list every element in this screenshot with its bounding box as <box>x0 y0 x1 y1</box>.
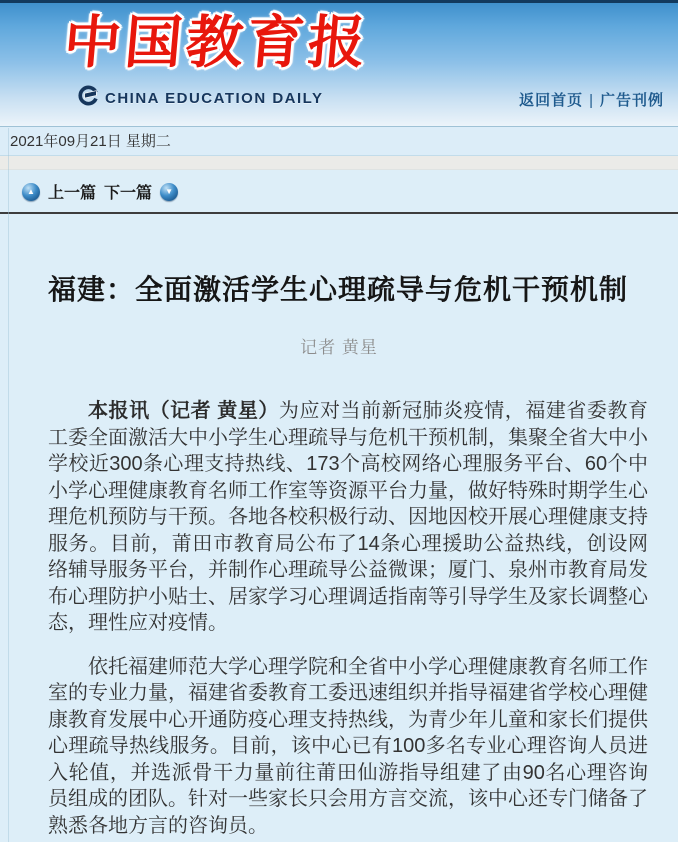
ad-rates-link[interactable]: 广告刊例 <box>599 92 664 109</box>
paragraph-text: 依托福建师范大学心理学院和全省中小学心理健康教育名师工作室的专业力量，福建省委教育工委迅速组织并指导福建省学校心理健康教育发展中心开通防疫心理支持热线，为青少年儿童和家长们提供心理疏导热线服务。目前，该中心已有100多名专业心理咨询人员进入轮值，并选派骨干力量前往莆田仙游指导组建了由90名心理咨询员组成的团队。针对一些家长只会用方言交流，该中心还专门储备了熟悉各地方言的咨询员。 <box>48 655 648 837</box>
header-links <box>519 89 664 110</box>
nav-divider-line <box>0 212 678 214</box>
article-nav <box>0 170 678 212</box>
paragraph-lead: 本报讯（记者 黄星） <box>88 400 279 422</box>
article-paragraph <box>48 398 648 637</box>
masthead <box>0 0 678 126</box>
paragraph-text: 为应对当前新冠肺炎疫情，福建省委教育工委全面激活大中小学生心理疏导与危机干预机制，集聚全省大中小学校近300条心理支持热线、173个高校网络心理服务平台、60个中小学心理健康教育名师工作室等资源平台力量，做好特殊时期学生心理危机预防与干预。各地各校积极行动、因地因校开展心理健康支持服务。目前，莆田市教育局公布了14条心理援助公益热线，创设网络辅导服务平台，并制作心理疏导公益微课；厦门、泉州市教育局发布心理防护小贴士、居家学习心理调适指南等引导学生及家长调整心态，理性应对疫情。 <box>48 400 648 634</box>
next-article-link[interactable]: 下一篇 <box>104 185 153 202</box>
date-text: 2021年09月21日 星期二 <box>10 133 171 150</box>
article-byline: 记者 黄星 <box>300 338 378 357</box>
next-article-globe-icon[interactable]: ▼ <box>160 183 178 201</box>
prev-article-link[interactable]: 上一篇 <box>48 185 97 202</box>
divider-strip <box>0 156 678 170</box>
logo-globe-icon <box>78 85 99 111</box>
back-home-link[interactable]: 返回首页 <box>519 92 584 109</box>
logo-chinese-calligraphy: 中国教育报 <box>61 11 372 75</box>
site-logo[interactable] <box>61 5 372 111</box>
article-title: 福建：全面激活学生心理疏导与危机干预机制 <box>48 274 629 305</box>
article-body <box>0 274 678 839</box>
date-bar <box>0 126 678 156</box>
logo-english-text: CHINA EDUCATION DAILY <box>105 89 324 107</box>
prev-article-globe-icon[interactable]: ▲ <box>22 183 40 201</box>
article-paragraph <box>48 654 648 840</box>
logo-english-row <box>78 85 369 111</box>
links-separator: | <box>589 92 594 109</box>
